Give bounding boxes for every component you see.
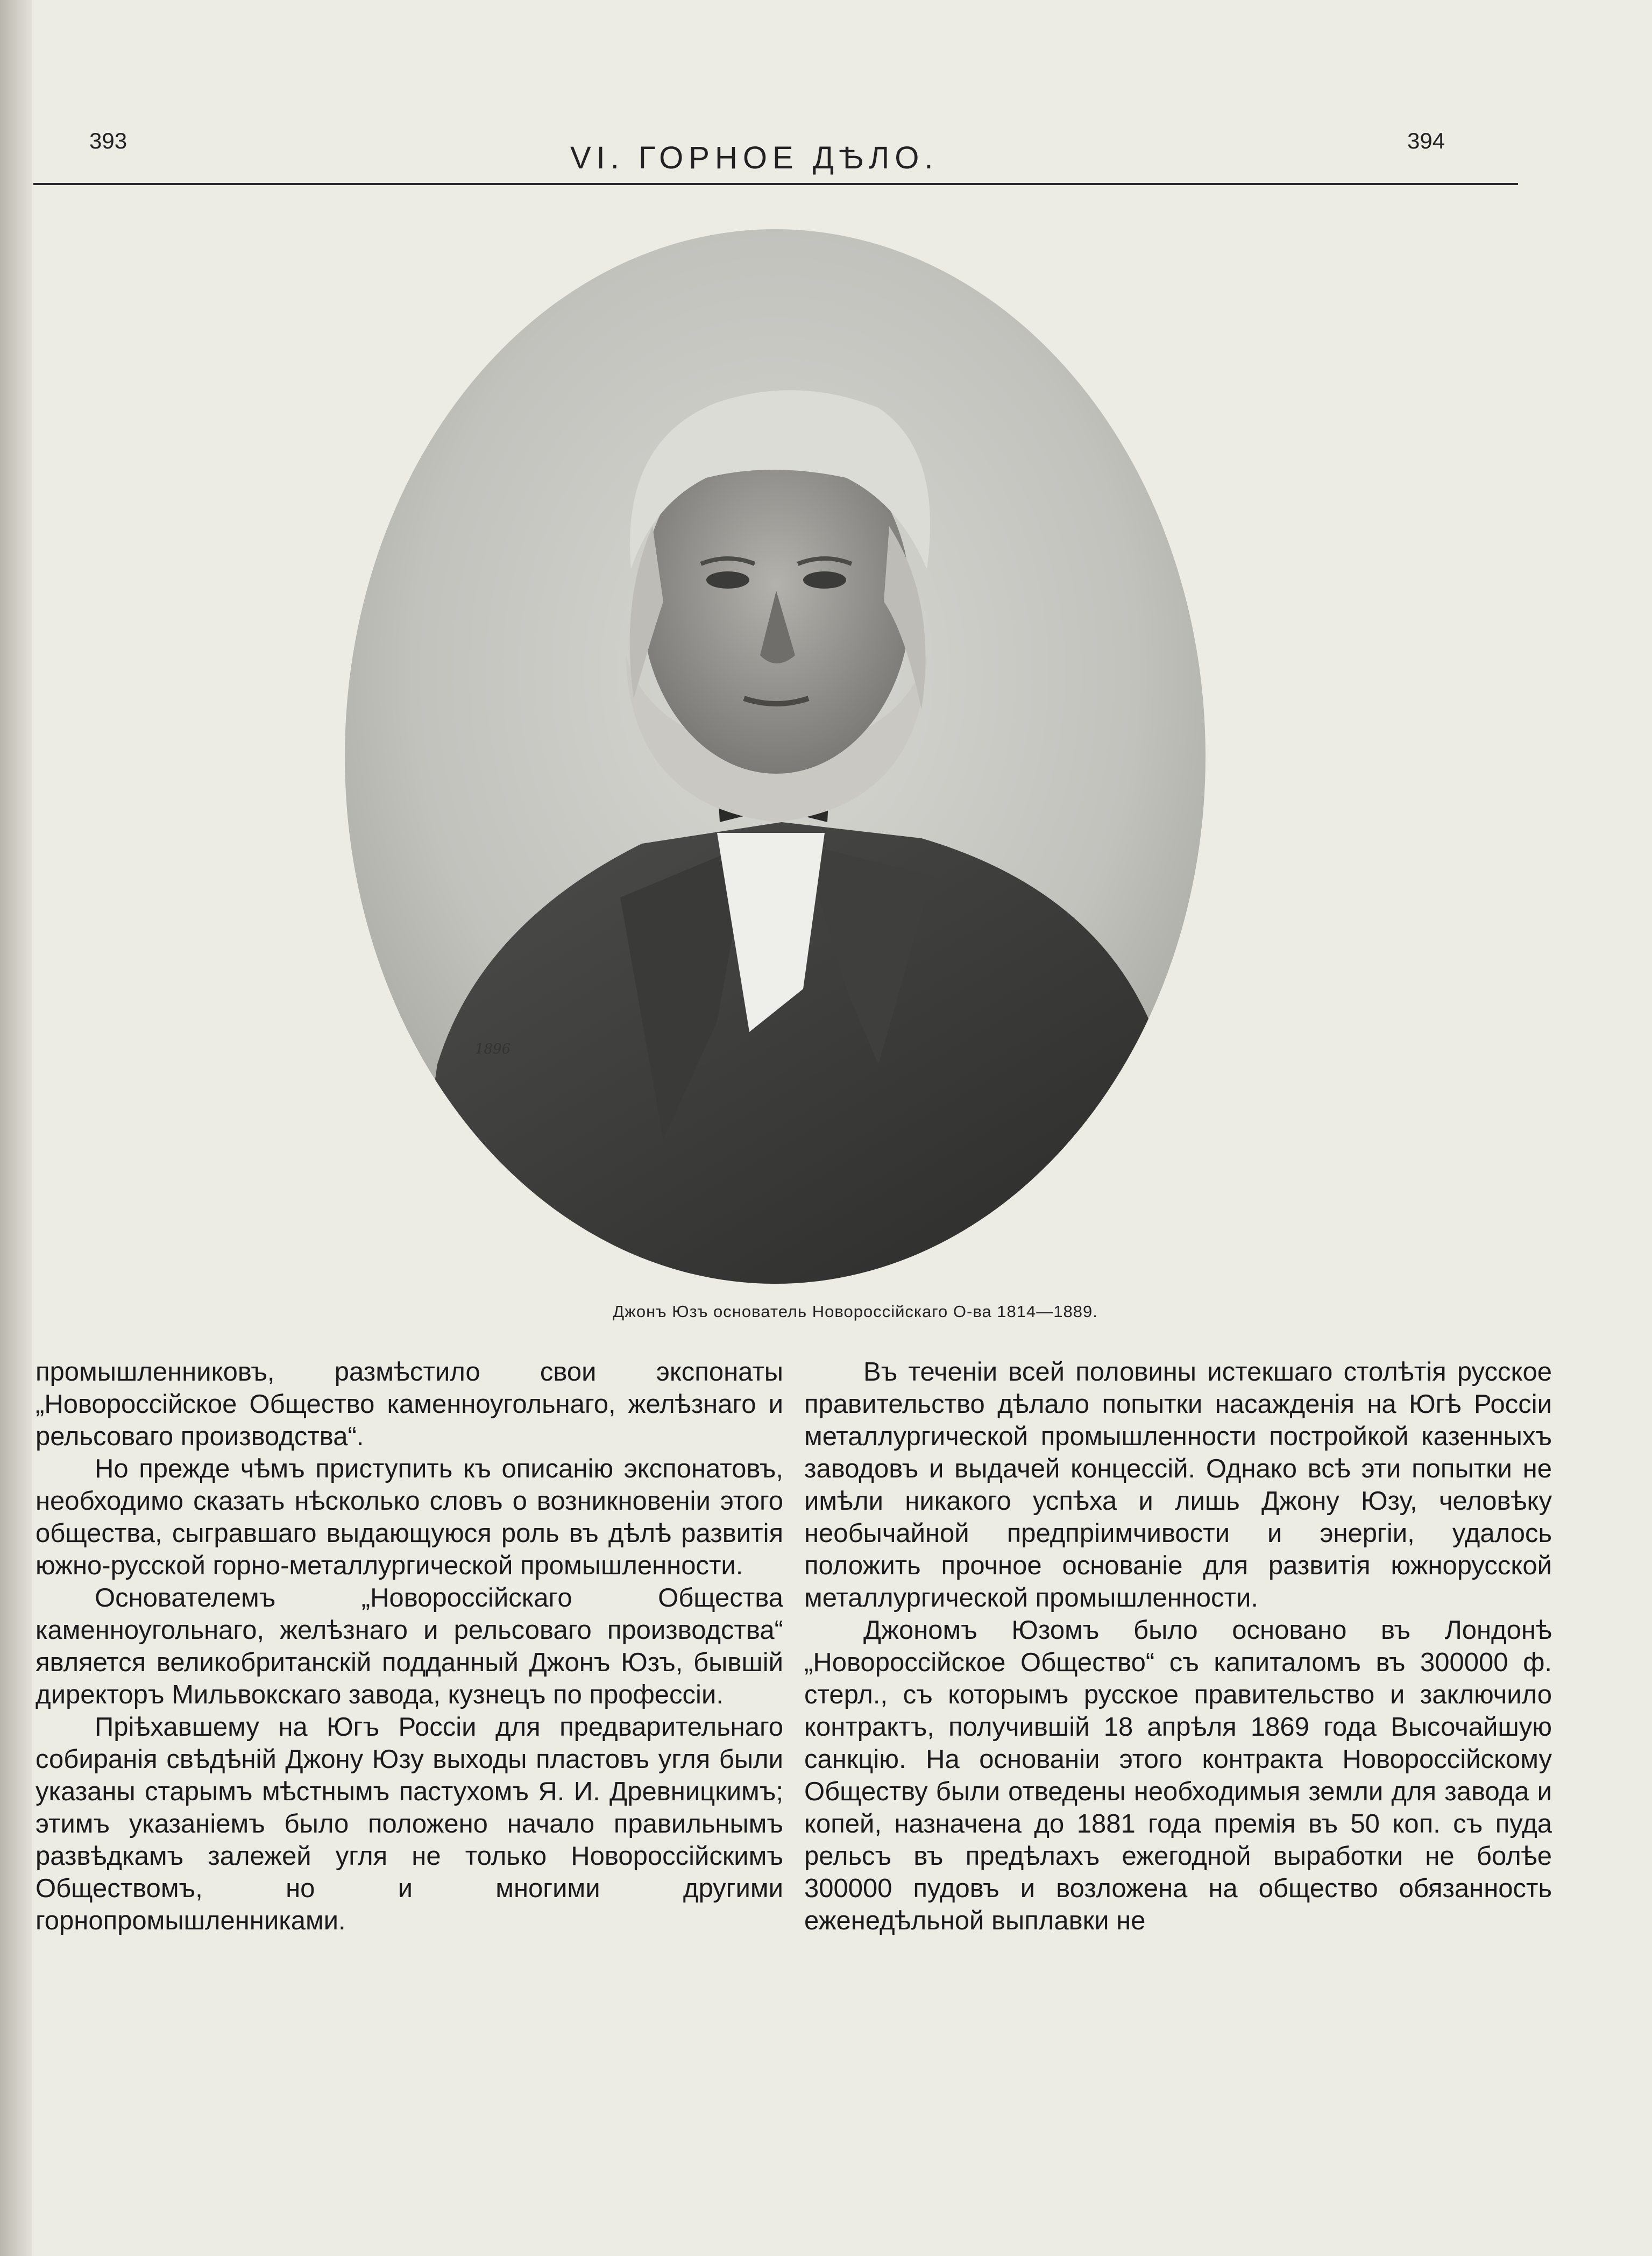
paragraph: Пріѣхавшему на Югъ Россіи для предварительнаго собиранія свѣдѣній Джону Юзу выходы пластовъ угля были указаны старымъ мѣстнымъ пастухомъ Я. И. Древницкимъ; этимъ указаніемъ было положено начало правильнымъ развѣдкамъ залежей угля не только Новороссійскимъ Обществомъ, но и многими другими горнопромышленниками. (36, 1713, 783, 1935)
paragraph: Основателемъ „Новороссійскаго Общества каменноугольнаго, желѣзнаго и рельсоваго производства“ является великобританскій подданный Джонъ Юзъ, бывшій директоръ Мильвокскаго завода, кузнецъ по профессіи. (36, 1583, 783, 1709)
portrait-image (341, 225, 1210, 1288)
engraver-mark: 1896 (475, 1041, 511, 1057)
figure-caption: Джонъ Юзъ основатель Новороссійскаго О-ва 1814—1889. (613, 1302, 1098, 1321)
paragraph: промышленниковъ, размѣстило свои экспонаты „Новороссійское Общество каменноугольнаго, желѣзнаго и рельсоваго производства“. (36, 1357, 783, 1451)
text-column-left (36, 1356, 783, 1937)
paragraph: Но прежде чѣмъ приступить къ описанію экспонатовъ, необходимо сказать нѣсколько словъ о возникновеніи этого общества, сыгравшаго выдающуюся роль въ дѣлѣ развитія южно-русской горно-металлургической промышленности. (36, 1454, 783, 1580)
page-number-left: 393 (89, 128, 127, 153)
paragraph: Въ теченіи всей половины истекшаго столѣтія русское правительство дѣлало попытки насажденія на Югѣ Россіи металлургической промышленности постройкой казенныхъ заводовъ и выдачей концессій. Однако всѣ эти попытки не имѣли никакого успѣха и лишь Джону Юзу, человѣку необычайной предпріимчивости и энергіи, удалось положить прочное основаніе для развитія южнорусской металлургической промышленности. (804, 1357, 1552, 1613)
text-column-right (804, 1356, 1552, 1937)
paragraph: Джономъ Юзомъ было основано въ Лондонѣ „Новороссійское Общество“ съ капиталомъ въ 300000 ф. стерл., съ которымъ русское правительство и заключило контрактъ, получившій 18 апрѣля 1869 года Высочайшую санкцію. На основаніи этого контракта Новороссійскому Обществу были отведены необходимыя земли для завода и копей, назначена до 1881 года премія въ 50 коп. съ пуда рельсъ въ предѣлахъ ежегодной выработки не болѣе 300000 пудовъ и возложена на общество обязанность еженедѣльной выплавки не (804, 1616, 1552, 1935)
header-rule (33, 183, 1518, 185)
page-number-right: 394 (1407, 128, 1445, 153)
book-gutter (0, 0, 32, 2256)
page-title: VI. ГОРНОЕ ДѢЛО. (570, 140, 939, 175)
